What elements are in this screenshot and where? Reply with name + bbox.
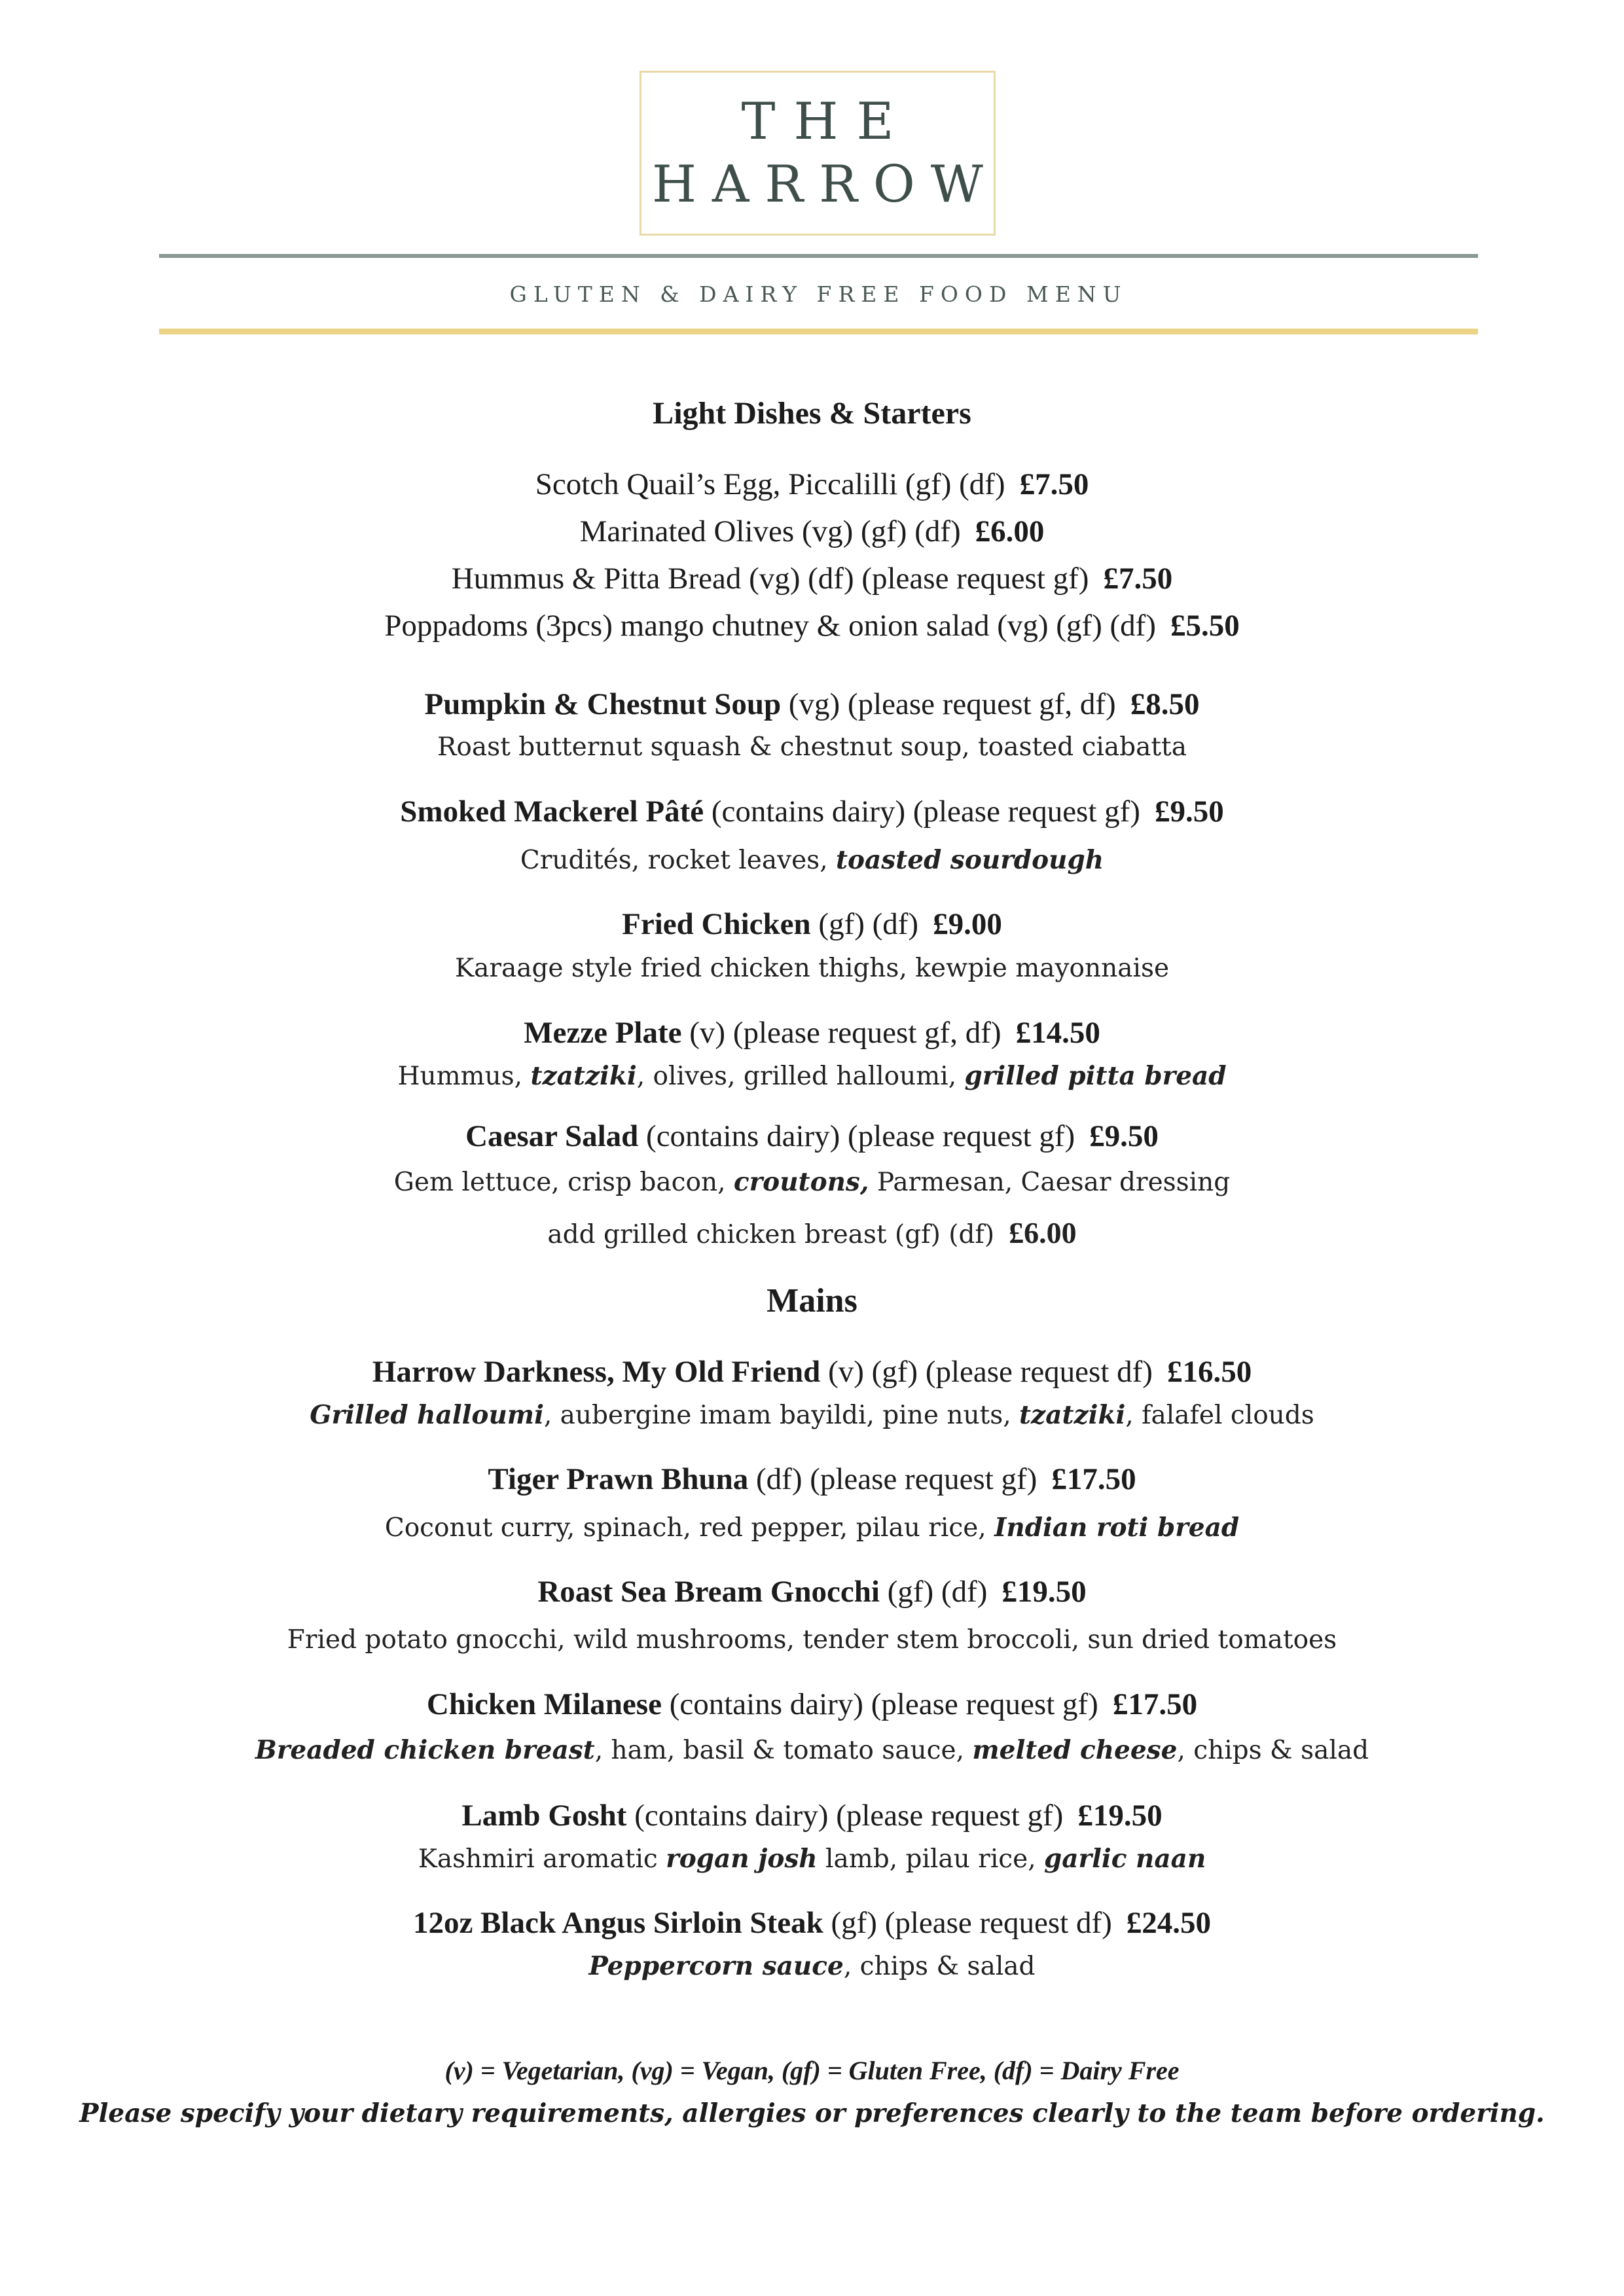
dish-description bbox=[0, 729, 1624, 766]
divider-bottom bbox=[159, 329, 1478, 334]
dish-tags: (gf) (df) bbox=[887, 1575, 988, 1609]
desc-emphasis: melted cheese bbox=[972, 1735, 1178, 1765]
dish-price: £16.50 bbox=[1166, 1355, 1252, 1389]
dish-title bbox=[0, 1903, 1624, 1943]
desc-text: , aubergine imam bayildi, pine nuts, bbox=[543, 1401, 1020, 1430]
dish-price: £19.50 bbox=[1077, 1799, 1163, 1833]
dish-addon bbox=[0, 1215, 1624, 1253]
dish-title bbox=[0, 1460, 1624, 1499]
item-price: £7.50 bbox=[1103, 562, 1173, 596]
dish-title bbox=[0, 1013, 1624, 1052]
desc-text: Hummus, bbox=[397, 1062, 531, 1091]
item-name: Hummus & Pitta Bread (vg) (df) (please request gf) bbox=[451, 562, 1089, 596]
desc-text: , chips & salad bbox=[843, 1952, 1036, 1981]
desc-text: , olives, grilled halloumi, bbox=[636, 1062, 965, 1091]
dish-description bbox=[0, 1164, 1624, 1201]
divider-top bbox=[159, 254, 1478, 258]
dish-description bbox=[0, 842, 1624, 879]
dish-title bbox=[0, 905, 1624, 944]
dish-tags: (v) (gf) (please request df) bbox=[828, 1355, 1153, 1389]
dish-tags: (contains dairy) (please request gf) bbox=[669, 1687, 1098, 1721]
dish-name: Mezze Plate bbox=[524, 1016, 682, 1050]
dish-price: £19.50 bbox=[1001, 1575, 1087, 1609]
desc-text: lamb, pilau rice, bbox=[817, 1844, 1045, 1874]
desc-text: Crudités, rocket leaves, bbox=[520, 846, 836, 875]
dish-title bbox=[0, 1572, 1624, 1611]
dish-tags: (gf) (df) bbox=[818, 907, 919, 941]
desc-emphasis: croutons, bbox=[733, 1167, 869, 1197]
desc-text: Parmesan, Caesar dressing bbox=[869, 1168, 1231, 1197]
addon-text: add grilled chicken breast (gf) (df) bbox=[547, 1220, 995, 1249]
dietary-notice: Please specify your dietary requirements, allergies or preferences clearly to the team before ordering. bbox=[79, 2098, 1545, 2128]
section-title-starters: Light Dishes & Starters bbox=[653, 396, 971, 431]
menu-item bbox=[0, 512, 1624, 551]
dish-price: £9.00 bbox=[933, 907, 1002, 941]
dish-name: Caesar Salad bbox=[465, 1119, 639, 1153]
item-name: Poppadoms (3pcs) mango chutney & onion salad (vg) (gf) (df) bbox=[384, 609, 1156, 643]
dish-tags: (contains dairy) (please request gf) bbox=[711, 795, 1140, 829]
dish-price: £17.50 bbox=[1112, 1687, 1198, 1721]
dish-name: Chicken Milanese bbox=[426, 1687, 662, 1721]
dish-tags: (contains dairy) (please request gf) bbox=[634, 1799, 1064, 1833]
item-price: £6.00 bbox=[975, 514, 1045, 548]
dish-tags: (gf) (please request df) bbox=[831, 1906, 1112, 1940]
desc-text: Fried potato gnocchi, wild mushrooms, tender stem broccoli, sun dried tomatoes bbox=[287, 1625, 1337, 1655]
desc-emphasis: tzatziki bbox=[530, 1061, 637, 1091]
desc-text: Gem lettuce, crisp bacon, bbox=[393, 1168, 734, 1197]
logo-line-the: THE bbox=[741, 92, 912, 151]
dish-title bbox=[0, 1796, 1624, 1835]
dish-tags: (df) (please request gf) bbox=[756, 1462, 1038, 1496]
menu-subtitle: GLUTEN & DAIRY FREE FOOD MENU bbox=[509, 281, 1128, 307]
dish-price: £24.50 bbox=[1126, 1906, 1212, 1940]
dish-title bbox=[0, 1685, 1624, 1724]
dish-name: Pumpkin & Chestnut Soup bbox=[424, 687, 782, 721]
desc-text: Karaage style fried chicken thighs, kewpie mayonnaise bbox=[454, 954, 1170, 983]
desc-emphasis: rogan josh bbox=[666, 1844, 818, 1874]
item-name: Marinated Olives (vg) (gf) (df) bbox=[579, 514, 961, 548]
dish-description bbox=[0, 1948, 1624, 1985]
desc-text: Roast butternut squash & chestnut soup, toasted ciabatta bbox=[437, 732, 1187, 762]
dish-price: £14.50 bbox=[1015, 1016, 1100, 1050]
dish-name: Roast Sea Bream Gnocchi bbox=[537, 1575, 880, 1609]
addon-price: £6.00 bbox=[1009, 1216, 1077, 1249]
dish-description bbox=[0, 1622, 1624, 1659]
menu-item bbox=[0, 465, 1624, 504]
section-title-mains: Mains bbox=[767, 1282, 857, 1319]
dietary-legend: (v) = Vegetarian, (vg) = Vegan, (gf) = Gluten Free, (df) = Dairy Free bbox=[444, 2056, 1180, 2085]
dish-description bbox=[0, 1509, 1624, 1547]
dish-description bbox=[0, 1058, 1624, 1095]
dish-price: £9.50 bbox=[1089, 1119, 1159, 1153]
dish-name: Harrow Darkness, My Old Friend bbox=[372, 1355, 821, 1389]
dish-description bbox=[0, 1397, 1624, 1434]
desc-emphasis: Indian roti bread bbox=[994, 1513, 1240, 1543]
dish-description bbox=[0, 950, 1624, 987]
item-price: £7.50 bbox=[1019, 467, 1089, 501]
dish-description bbox=[0, 1840, 1624, 1878]
dish-name: Lamb Gosht bbox=[461, 1799, 627, 1833]
dish-price: £8.50 bbox=[1130, 687, 1200, 721]
dish-name: Tiger Prawn Bhuna bbox=[488, 1462, 749, 1496]
dish-description bbox=[0, 1732, 1624, 1769]
dish-title bbox=[0, 1352, 1624, 1391]
desc-emphasis: garlic naan bbox=[1044, 1844, 1206, 1874]
logo-line-harrow: HARROW bbox=[652, 155, 999, 214]
dish-name: Fried Chicken bbox=[622, 907, 811, 941]
desc-emphasis: Peppercorn sauce bbox=[588, 1951, 844, 1981]
item-name: Scotch Quail’s Egg, Piccalilli (gf) (df) bbox=[535, 467, 1005, 501]
desc-emphasis: toasted sourdough bbox=[836, 845, 1104, 875]
desc-text: , chips & salad bbox=[1177, 1736, 1369, 1765]
desc-text: , ham, basil & tomato sauce, bbox=[594, 1736, 973, 1765]
dish-name: 12oz Black Angus Sirloin Steak bbox=[412, 1906, 823, 1940]
dish-title bbox=[0, 1117, 1624, 1156]
menu-item bbox=[0, 606, 1624, 645]
dish-title bbox=[0, 685, 1624, 724]
desc-text: , falafel clouds bbox=[1125, 1401, 1314, 1430]
dish-tags: (vg) (please request gf, df) bbox=[788, 687, 1116, 721]
dish-price: £17.50 bbox=[1051, 1462, 1136, 1496]
desc-emphasis: Breaded chicken breast bbox=[255, 1735, 595, 1765]
dish-title bbox=[0, 792, 1624, 831]
desc-emphasis: grilled pitta bread bbox=[964, 1061, 1227, 1091]
menu-item bbox=[0, 559, 1624, 598]
desc-emphasis: tzatziki bbox=[1019, 1400, 1126, 1430]
desc-emphasis: Grilled halloumi bbox=[310, 1400, 544, 1430]
desc-text: Coconut curry, spinach, red pepper, pilau rice, bbox=[384, 1513, 995, 1543]
desc-text: Kashmiri aromatic bbox=[418, 1844, 666, 1874]
logo bbox=[640, 71, 999, 236]
dish-price: £9.50 bbox=[1154, 795, 1224, 829]
item-price: £5.50 bbox=[1170, 609, 1240, 643]
dish-name: Smoked Mackerel Pâté bbox=[400, 795, 704, 829]
dish-tags: (v) (please request gf, df) bbox=[689, 1016, 1001, 1050]
dish-tags: (contains dairy) (please request gf) bbox=[646, 1119, 1075, 1153]
